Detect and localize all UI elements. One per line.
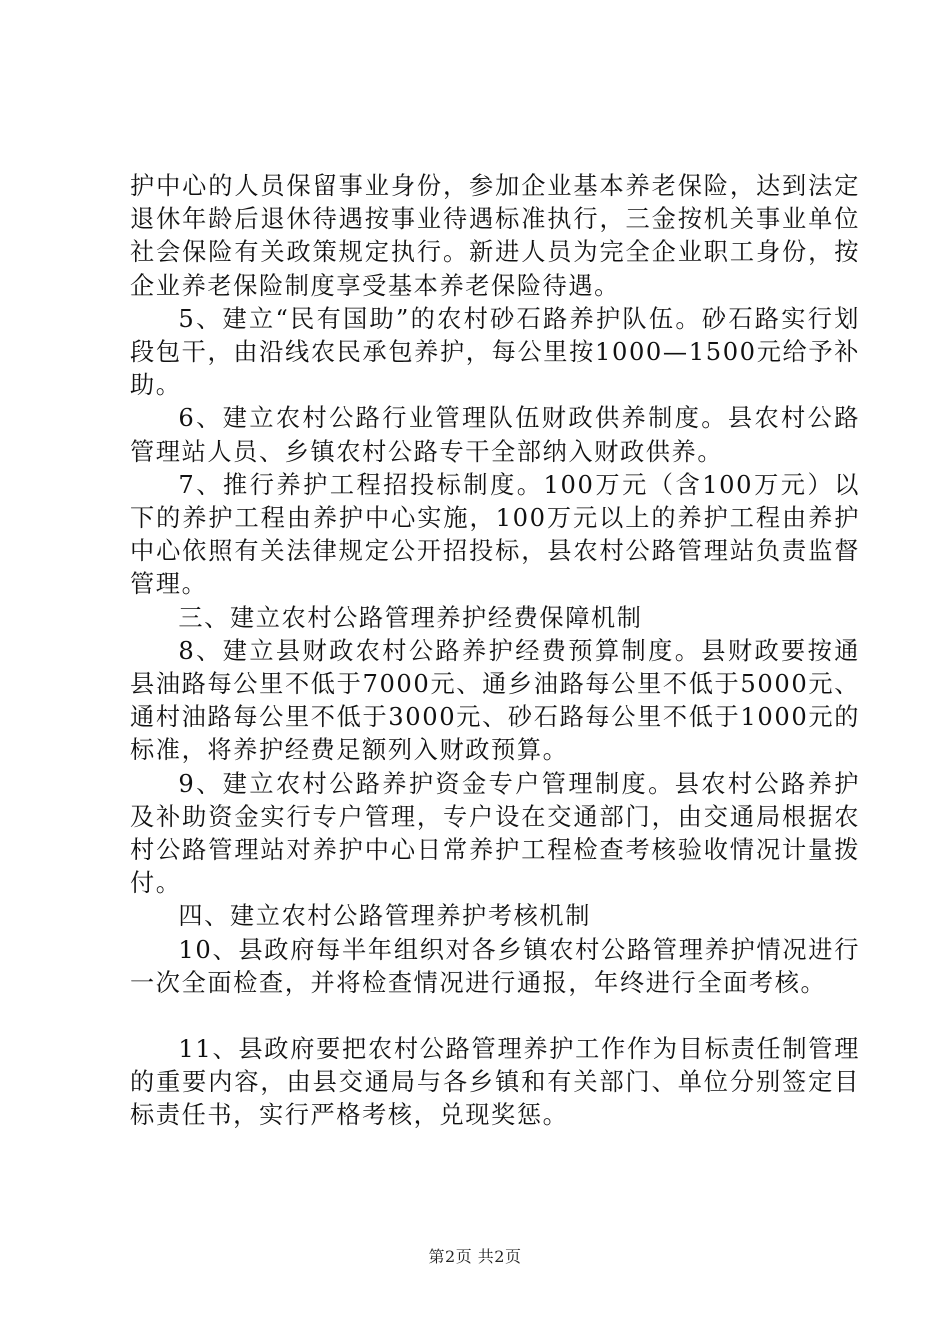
document-body <box>130 170 860 1133</box>
section-heading-4: 四、建立农村公路管理养护考核机制 <box>178 902 591 931</box>
paragraph-item-10: 10、县政府每半年组织对各乡镇农村公路管理养护情况进行一次全面检查，并将检查情况进行通报，年终进行全面考核。 <box>130 935 860 997</box>
paragraph-item-5: 5、建立“民有国助”的农村砂石路养护队伍。砂石路实行划段包干，由沿线农民承包养护，每公里按1000—1500元给予补助。 <box>130 304 860 400</box>
paragraph-item-7: 7、推行养护工程招投标制度。100万元（含100万元）以下的养护工程由养护中心实施，100万元以上的养护工程由养护中心依照有关法律规定公开招投标，县农村公路管理站负责监督管理。 <box>130 470 860 599</box>
paragraph-item-9: 9、建立农村公路养护资金专户管理制度。县农村公路养护及补助资金实行专户管理，专户设在交通部门，由交通局根据农村公路管理站对养护中心日常养护工程检查考核验收情况计量拨付。 <box>130 769 860 898</box>
paragraph-spacer <box>130 1000 860 1033</box>
paragraph-item-6: 6、建立农村公路行业管理队伍财政供养制度。县农村公路管理站人员、乡镇农村公路专干全部纳入财政供养。 <box>130 404 860 466</box>
paragraph-continuation: 护中心的人员保留事业身份，参加企业基本养老保险，达到法定退休年龄后退休待遇按事业待遇标准执行，三金按机关事业单位社会保险有关政策规定执行。新进人员为完全企业职工身份，按企业养老保险制度享受基本养老保险待遇。 <box>130 172 860 300</box>
paragraph-item-11: 11、县政府要把农村公路管理养护工作作为目标责任制管理的重要内容，由县交通局与各乡镇和有关部门、单位分别签定目标责任书，实行严格考核，兑现奖惩。 <box>130 1035 860 1130</box>
page-number-footer: 第2页 共2页 <box>428 1247 522 1266</box>
paragraph-item-8: 8、建立县财政农村公路养护经费预算制度。县财政要按通县油路每公里不低于7000元、通乡油路每公里不低于5000元、通村油路每公里不低于3000元、砂石路每公里不低于1000元的标准，将养护经费足额列入财政预算。 <box>130 636 860 765</box>
section-heading-3: 三、建立农村公路管理养护经费保障机制 <box>178 603 643 632</box>
